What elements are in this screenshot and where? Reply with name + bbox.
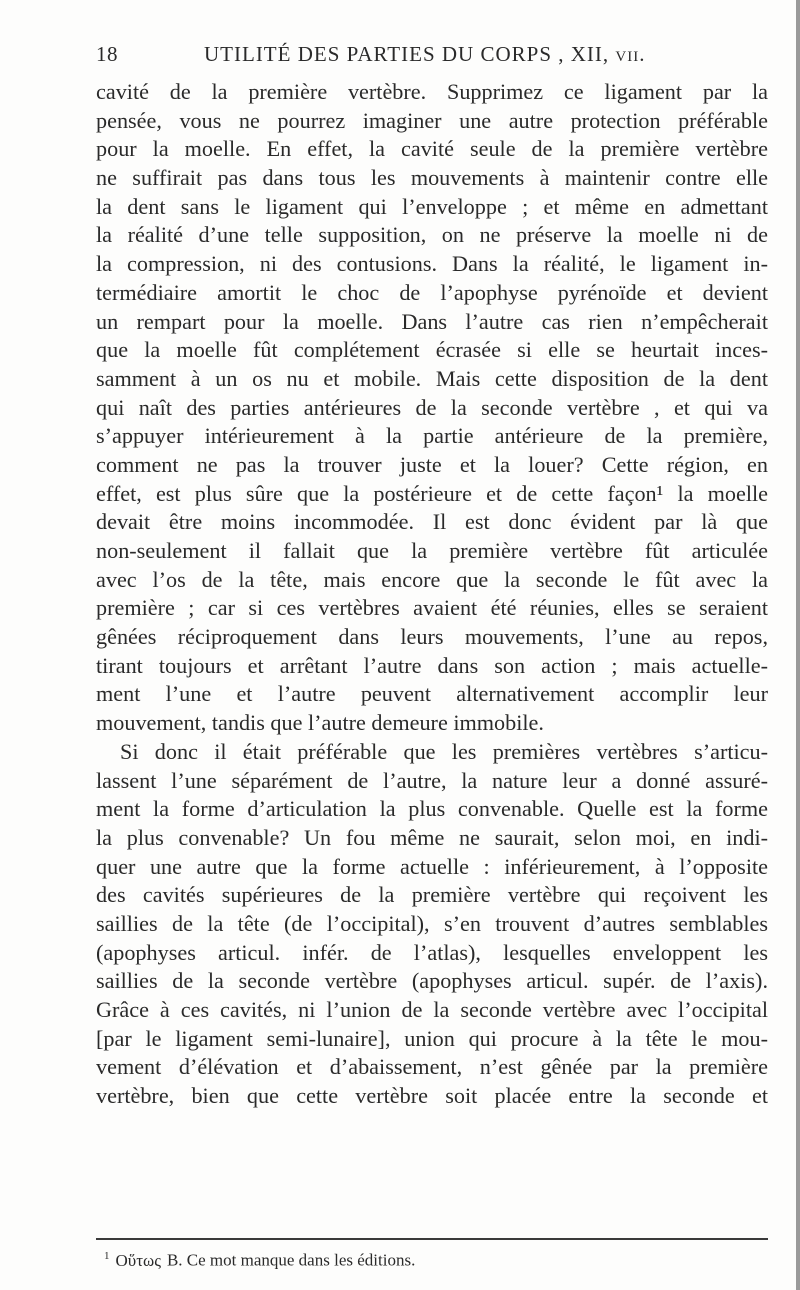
page-number: 18 xyxy=(96,42,118,66)
footnote-greek-word: Οὕτως xyxy=(115,1250,161,1270)
text-line: mouvement, tandis que l’autre demeure immobile. xyxy=(96,710,544,736)
text-line: devait être moins incommodée. Il est donc évident par là que xyxy=(96,509,768,535)
text-line: la compression, ni des contusions. Dans la réalité, le ligament in- xyxy=(96,251,768,277)
text-line: lassent l’une séparément de l’autre, la nature leur a donné assuré- xyxy=(96,767,768,793)
footnote xyxy=(104,1250,415,1271)
text-line: non-seulement il fallait que la première vertèbre fût articulée xyxy=(96,538,768,563)
text-line: première ; car si ces vertèbres avaient été réunies, elles se seraient xyxy=(96,595,768,621)
text-line: des cavités supérieures de la première vertèbre qui reçoivent les xyxy=(96,882,768,908)
running-title: UTILITÉ DES PARTIES DU CORPS , XII, vii. xyxy=(204,42,646,66)
text-line: avec l’os de la tête, mais encore que la seconde le fût avec la xyxy=(96,566,768,592)
text-line: pour la moelle. En effet, la cavité seule de la première vertèbre xyxy=(96,136,768,162)
text-line: la plus convenable? Un fou même ne saurait, selon moi, en indi- xyxy=(96,824,768,850)
page-header xyxy=(96,42,712,72)
page-edge-shadow xyxy=(796,0,800,1290)
footnote-separator xyxy=(96,1238,768,1240)
text-line: ment l’une et l’autre peuvent alternativement accomplir leur xyxy=(96,681,768,707)
text-line: saillies de la tête (de l’occipital), s’en trouvent d’autres semblables xyxy=(96,910,768,936)
text-line: tirant toujours et arrêtant l’autre dans son action ; mais actuelle- xyxy=(96,652,768,678)
text-line: effet, est plus sûre que la postérieure et de cette façon¹ la moelle xyxy=(96,480,768,506)
footnote-text: B. Ce mot manque dans les éditions. xyxy=(166,1250,416,1270)
text-line: quer une autre que la forme actuelle : inférieurement, à l’opposite xyxy=(96,853,768,879)
text-line: cavité de la première vertèbre. Supprimez ce ligament par la xyxy=(96,79,768,104)
text-line: samment à un os nu et mobile. Mais cette disposition de la dent xyxy=(96,365,768,391)
text-line: la réalité d’une telle supposition, on ne préserve la moelle ni de xyxy=(96,222,768,248)
text-line: vement d’élévation et d’abaissement, n’est gênée par la première xyxy=(96,1054,768,1080)
text-line: gênées réciproquement dans leurs mouvements, l’une au repos, xyxy=(96,624,768,650)
footnote-marker: 1 xyxy=(104,1250,110,1262)
text-line: vertèbre, bien que cette vertèbre soit placée entre la seconde et xyxy=(96,1083,768,1109)
text-line: comment ne pas la trouver juste et la louer? Cette région, en xyxy=(96,451,768,477)
body-text xyxy=(96,78,768,1111)
text-line: ne suffirait pas dans tous les mouvements à maintenir contre elle xyxy=(96,165,768,191)
text-line: [par le ligament semi-lunaire], union qui procure à la tête le mou- xyxy=(96,1025,768,1051)
text-line: s’appuyer intérieurement à la partie antérieure de la première, xyxy=(96,423,768,449)
text-line: saillies de la seconde vertèbre (apophyses articul. supér. de l’axis). xyxy=(96,968,768,994)
text-line: termédiaire amortit le choc de l’apophyse pyrénoïde et devient xyxy=(96,279,768,305)
text-line: que la moelle fût complétement écrasée si elle se heurtait inces- xyxy=(96,337,768,363)
text-line: ment la forme d’articulation la plus convenable. Quelle est la forme xyxy=(96,796,768,822)
text-line: la dent sans le ligament qui l’enveloppe ; et même en admettant xyxy=(96,193,768,219)
text-line: un rempart pour la moelle. Dans l’autre cas rien n’empêcherait xyxy=(96,308,768,334)
paragraph-start-line: Si donc il était préférable que les premières vertèbres s’articu- xyxy=(120,738,768,764)
text-line: Grâce à ces cavités, ni l’union de la seconde vertèbre avec l’occipital xyxy=(96,997,768,1022)
text-line: qui naît des parties antérieures de la seconde vertèbre , et qui va xyxy=(96,394,768,420)
text-line: (apophyses articul. infér. de l’atlas), lesquelles enveloppent les xyxy=(96,939,768,965)
text-line: pensée, vous ne pourrez imaginer une autre protection préférable xyxy=(96,107,768,133)
